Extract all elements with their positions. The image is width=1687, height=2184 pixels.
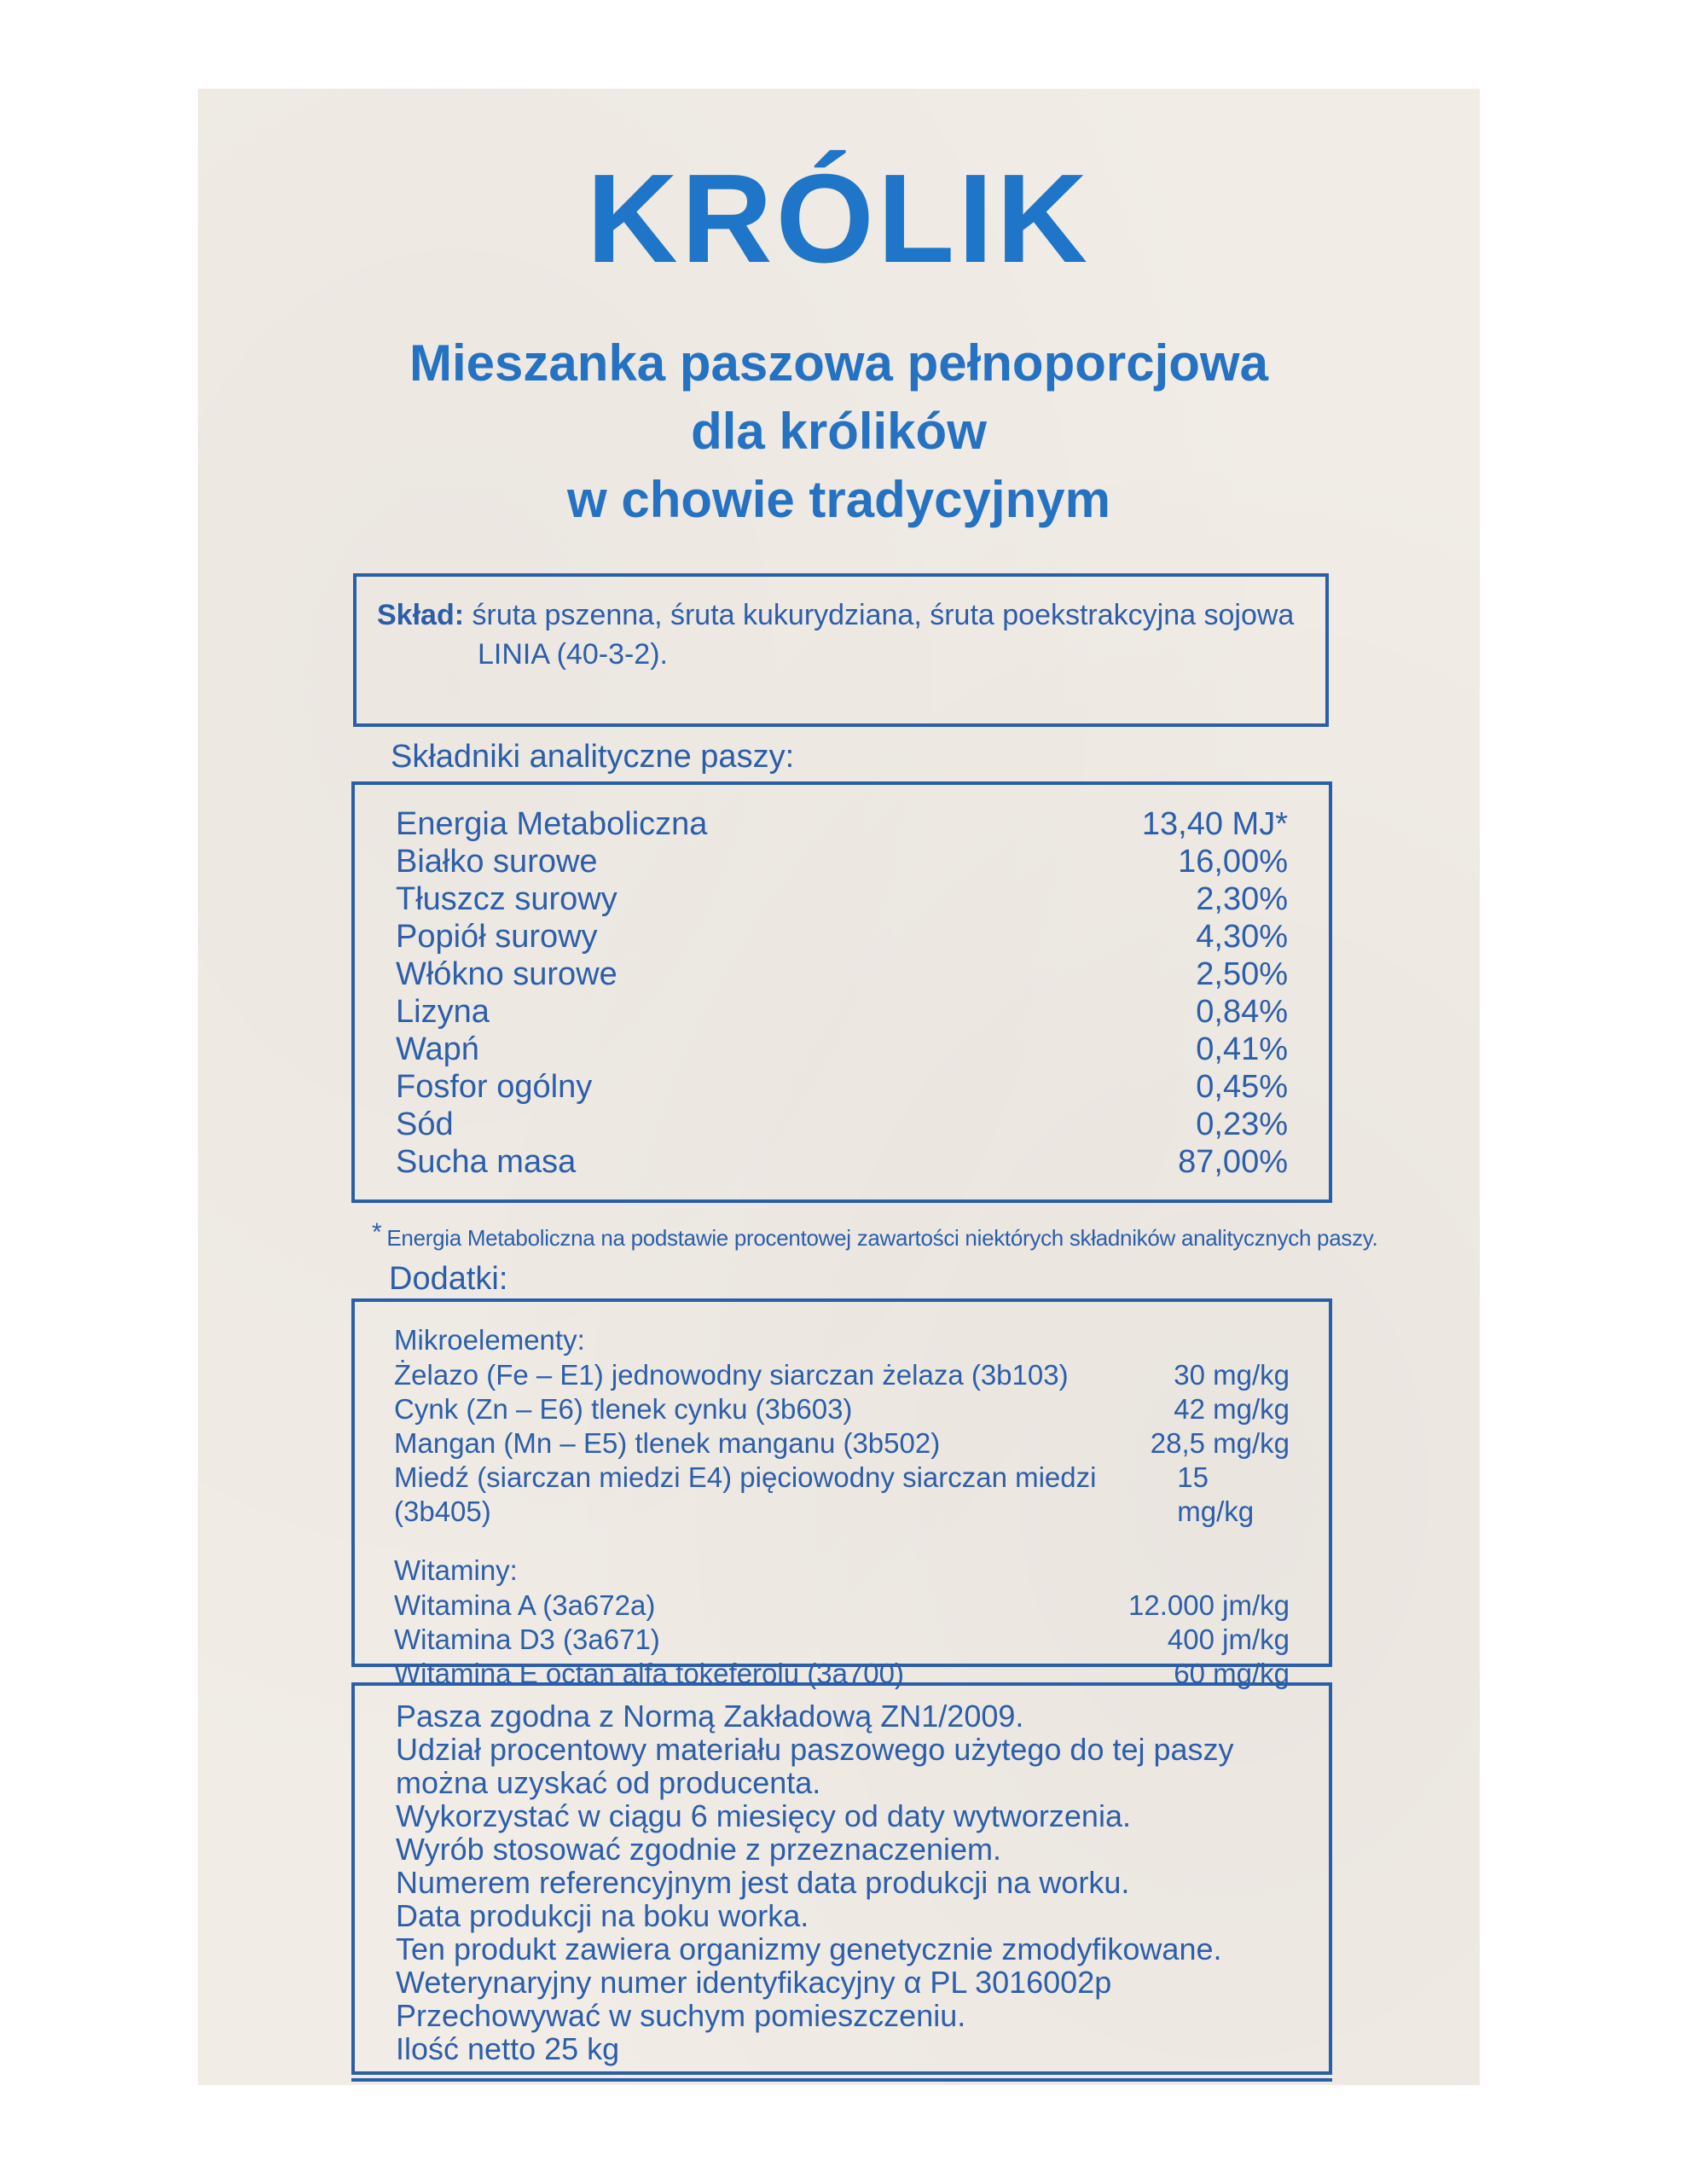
list-item bbox=[394, 1623, 1290, 1657]
micro-title: Mikroelementy: bbox=[394, 1324, 585, 1356]
list-item bbox=[394, 1392, 1290, 1426]
row-name: Tłuszcz surowy bbox=[396, 881, 617, 917]
row-value: 0,84% bbox=[1196, 994, 1288, 1030]
product-info-box bbox=[351, 1682, 1332, 2075]
subtitle-line: dla królików bbox=[691, 403, 987, 460]
row-name: Wapń bbox=[396, 1031, 479, 1067]
row-name: Sód bbox=[396, 1107, 454, 1142]
info-line: Ten produkt zawiera organizmy genetycznie zmodyfikowane. bbox=[396, 1931, 1222, 1966]
product-subtitle bbox=[198, 329, 1480, 534]
row-name: Lizyna bbox=[396, 994, 490, 1030]
row-name: Popiół surowy bbox=[396, 919, 598, 955]
item-value: 15 mg/kg bbox=[1177, 1461, 1255, 1527]
composition-line-2: LINIA (40-3-2). bbox=[478, 638, 668, 671]
row-value: 87,00% bbox=[1178, 1144, 1288, 1180]
table-row bbox=[396, 1143, 1288, 1181]
subtitle-line: Mieszanka paszowa pełnoporcjowa bbox=[409, 334, 1268, 392]
list-item bbox=[394, 1426, 1290, 1461]
table-row bbox=[396, 918, 1288, 956]
composition-box bbox=[353, 573, 1329, 727]
table-row bbox=[396, 1068, 1288, 1106]
row-value: 0,45% bbox=[1196, 1069, 1288, 1105]
list-item bbox=[394, 1589, 1290, 1623]
info-line: Weterynaryjny numer identyfikacyjny α PL 3016002p bbox=[396, 1965, 1112, 2000]
feed-bag-label bbox=[198, 89, 1480, 2085]
composition-line bbox=[377, 595, 1305, 635]
info-line: Wyrób stosować zgodnie z przeznaczeniem. bbox=[396, 1832, 1001, 1867]
list-item bbox=[394, 1358, 1290, 1392]
table-row bbox=[396, 880, 1288, 918]
item-value: 30 mg/kg bbox=[1174, 1359, 1290, 1391]
analytical-title: Składniki analityczne paszy: bbox=[391, 739, 795, 775]
row-value: 0,23% bbox=[1196, 1107, 1288, 1142]
item-value: 12.000 jm/kg bbox=[1128, 1589, 1290, 1621]
row-name: Białko surowe bbox=[396, 844, 598, 880]
row-value: 4,30% bbox=[1196, 919, 1288, 955]
composition-label: Skład: bbox=[377, 599, 465, 631]
table-row bbox=[396, 1106, 1288, 1143]
subtitle-line: w chowie tradycyjnym bbox=[567, 471, 1110, 528]
row-value: 2,50% bbox=[1196, 956, 1288, 992]
info-line: Ilość netto 25 kg bbox=[396, 2031, 620, 2066]
item-name: Miedź (siarczan miedzi E4) pięciowodny siarczan miedzi (3b405) bbox=[394, 1461, 1097, 1527]
table-row bbox=[396, 805, 1288, 843]
row-name: Energia Metaboliczna bbox=[396, 806, 708, 842]
item-value: 60 mg/kg bbox=[1174, 1658, 1290, 1689]
additives-box bbox=[351, 1298, 1332, 1689]
item-value: 400 jm/kg bbox=[1167, 1623, 1290, 1655]
composition-text: śruta pszenna, śruta kukurydziana, śruta poekstrakcyjna sojowa bbox=[472, 599, 1295, 631]
row-value: 2,30% bbox=[1196, 881, 1288, 917]
row-name: Włókno surowe bbox=[396, 956, 617, 992]
item-name: Żelazo (Fe – E1) jednowodny siarczan żelaza (3b103) bbox=[394, 1359, 1069, 1391]
info-line: można uzyskać od producenta. bbox=[396, 1765, 821, 1800]
list-item bbox=[394, 1461, 1290, 1529]
row-value: 16,00% bbox=[1178, 844, 1288, 880]
info-line: Numerem referencyjnym jest data produkcji na worku. bbox=[396, 1865, 1130, 1900]
row-name: Fosfor ogólny bbox=[396, 1069, 593, 1105]
item-name: Witamina E octan alfa tokeferolu (3a700) bbox=[394, 1658, 904, 1689]
row-name: Sucha masa bbox=[396, 1144, 577, 1180]
table-row bbox=[396, 1031, 1288, 1068]
table-row bbox=[396, 843, 1288, 880]
info-line: Pasza zgodna z Normą Zakładową ZN1/2009. bbox=[396, 1699, 1024, 1734]
item-name: Mangan (Mn – E5) tlenek manganu (3b502) bbox=[394, 1427, 941, 1459]
energy-footnote bbox=[372, 1218, 1377, 1252]
vitamins-title: Witaminy: bbox=[394, 1554, 518, 1586]
item-name: Witamina D3 (3a671) bbox=[394, 1623, 660, 1655]
table-row bbox=[396, 993, 1288, 1031]
item-value: 28,5 mg/kg bbox=[1150, 1427, 1290, 1459]
item-value: 42 mg/kg bbox=[1174, 1393, 1290, 1425]
info-line: Udział procentowy materiału paszowego użytego do tej paszy bbox=[396, 1732, 1234, 1767]
spacer bbox=[394, 1529, 1290, 1553]
item-name: Cynk (Zn – E6) tlenek cynku (3b603) bbox=[394, 1393, 853, 1425]
info-line: Wykorzystać w ciągu 6 miesięcy od daty wytworzenia. bbox=[396, 1798, 1131, 1833]
bottom-divider bbox=[351, 2078, 1332, 2082]
info-line: Data produkcji na boku worka. bbox=[396, 1898, 809, 1933]
additives-title: Dodatki: bbox=[389, 1261, 508, 1297]
item-name: Witamina A (3a672a) bbox=[394, 1589, 656, 1621]
footnote-text: Energia Metaboliczna na podstawie procentowej zawartości niektórych składników analitycznych paszy. bbox=[386, 1225, 1378, 1251]
info-line: Przechowywać w suchym pomieszczeniu. bbox=[396, 1998, 966, 2033]
table-row bbox=[396, 956, 1288, 993]
row-value: 13,40 MJ* bbox=[1141, 806, 1288, 842]
analytical-table bbox=[351, 781, 1332, 1203]
row-value: 0,41% bbox=[1196, 1031, 1288, 1067]
brand-title: KRÓLIK bbox=[586, 148, 1092, 289]
footnote-star: * bbox=[372, 1218, 382, 1246]
